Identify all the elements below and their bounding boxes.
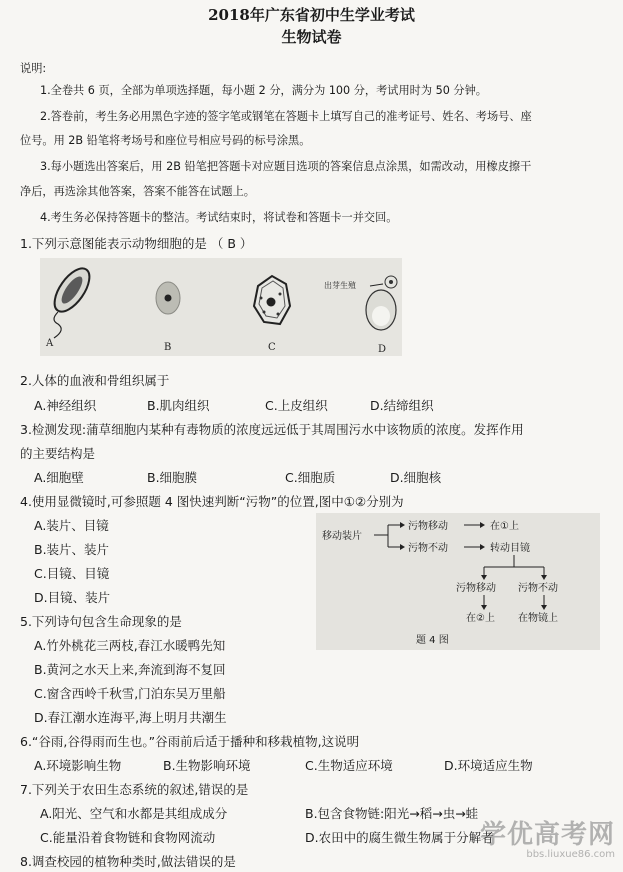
q2-stem: 2.人体的血液和骨组织属于 bbox=[20, 373, 170, 388]
note-4: 4.考生务必保持答题卡的整洁。考试结束时，将试卷和答题卡一并交回。 bbox=[40, 211, 398, 224]
q4-option-c: C.目镜、目镜 bbox=[34, 566, 110, 581]
q3-option-d: D.细胞核 bbox=[390, 470, 442, 485]
q6-option-a: A.环境影响生物 bbox=[34, 758, 122, 773]
note-2-line2: 位号。用 2B 铅笔将考场号和座位号相应号码的标号涂黑。 bbox=[20, 134, 311, 147]
cell-a-bacterium bbox=[48, 263, 96, 338]
q6-option-d: D.环境适应生物 bbox=[444, 758, 533, 773]
q1-figure bbox=[40, 258, 402, 356]
cell-c-plant bbox=[254, 276, 290, 324]
watermark-logo bbox=[480, 814, 615, 860]
q3-stem-line2: 的主要结构是 bbox=[20, 446, 96, 461]
q7-option-a: A.阳光、空气和水都是其组成成分 bbox=[40, 806, 228, 821]
exam-title: 2018年广东省初中生学业考试 bbox=[208, 6, 415, 24]
q7-option-d: D.农田中的腐生微生物属于分解者 bbox=[305, 830, 494, 845]
q5-option-d: D.春江潮水连海平,海上明月共潮生 bbox=[34, 710, 227, 725]
q5-option-b: B.黄河之水天上来,奔流到海不复回 bbox=[34, 662, 226, 677]
q7-option-c: C.能量沿着食物链和食物网流动 bbox=[40, 830, 216, 845]
q4-option-b: B.装片、装片 bbox=[34, 542, 110, 557]
flow-still-2: 污物不动 bbox=[518, 583, 558, 594]
q7-stem: 7.下列关于农田生态系统的叙述,错误的是 bbox=[20, 782, 249, 797]
note-2-line1: 2.答卷前，考生务必用黑色字迹的签字笔或钢笔在答题卡上填写自己的准考证号、姓名、考场号、座 bbox=[40, 110, 532, 123]
label-c: C bbox=[268, 342, 276, 353]
q3-option-c: C.细胞质 bbox=[285, 470, 336, 485]
cell-diagrams bbox=[40, 258, 402, 356]
note-3-line1: 3.每小题选出答案后，用 2B 铅笔把答题卡对应题目选项的答案信息点涂黑，如需改动，用橡皮擦干 bbox=[40, 160, 532, 173]
q6-option-c: C.生物适应环境 bbox=[305, 758, 393, 773]
q3-stem-line1: 3.检测发现:蒲草细胞内某种有毒物质的浓度远远低于其周围污水中该物质的浓度。发挥作用 bbox=[20, 422, 524, 437]
q2-option-d: D.结缔组织 bbox=[370, 398, 434, 413]
q3-option-a: A.细胞壁 bbox=[34, 470, 84, 485]
figure-4-caption: 题 4 图 bbox=[416, 635, 449, 646]
watermark-url: bbs.liuxue86.com bbox=[526, 849, 615, 860]
q5-stem: 5.下列诗句包含生命现象的是 bbox=[20, 614, 182, 629]
flow-moves-2: 污物移动 bbox=[456, 583, 496, 594]
label-a: A bbox=[46, 338, 54, 349]
q4-option-a: A.装片、目镜 bbox=[34, 518, 109, 533]
q5-option-c: C.窗含西岭千秋雪,门泊东吴万里船 bbox=[34, 686, 226, 701]
q4-stem: 4.使用显微镜时,可参照题 4 图快速判断“污物”的位置,图中①②分别为 bbox=[20, 494, 404, 509]
q1-stem: 1.下列示意图能表示动物细胞的是 （ B ） bbox=[20, 236, 253, 251]
note-3-line2: 净后，再选涂其他答案，答案不能答在试题上。 bbox=[20, 185, 255, 198]
q2-option-c: C.上皮组织 bbox=[265, 398, 328, 413]
flow-turn: 转动目镜 bbox=[490, 543, 530, 554]
q4-figure bbox=[316, 513, 600, 650]
microscope-flowchart bbox=[316, 513, 600, 650]
flow-still: 污物不动 bbox=[408, 543, 448, 554]
q8-stem: 8.调查校园的植物种类时,做法错误的是 bbox=[20, 854, 236, 869]
q3-option-b: B.细胞膜 bbox=[147, 470, 198, 485]
flow-moves: 污物移动 bbox=[408, 521, 448, 532]
watermark-text: 学优高考网 bbox=[479, 820, 615, 850]
cell-d-yeast bbox=[366, 276, 397, 330]
q4-option-d: D.目镜、装片 bbox=[34, 590, 111, 605]
flow-in-2: 在②上 bbox=[466, 613, 495, 624]
flow-in-1: 在①上 bbox=[490, 521, 519, 532]
exam-subtitle: 生物试卷 bbox=[281, 28, 342, 46]
q2-option-a: A.神经组织 bbox=[34, 398, 97, 413]
flow-in-lens: 在物镜上 bbox=[518, 613, 558, 624]
q6-stem: 6.“谷雨,谷得雨而生也。”谷雨前后适于播种和移栽植物,这说明 bbox=[20, 734, 360, 749]
label-d: D bbox=[378, 344, 387, 355]
q7-option-b: B.包含食物链:阳光→稻→虫→蛙 bbox=[305, 806, 479, 821]
label-b: B bbox=[164, 342, 172, 353]
q5-option-a: A.竹外桃花三两枝,春江水暖鸭先知 bbox=[34, 638, 226, 653]
notes-heading: 说明: bbox=[20, 62, 47, 75]
note-1: 1.全卷共 6 页，全部为单项选择题，每小题 2 分，满分为 100 分，考试用时为 50 分钟。 bbox=[40, 84, 487, 97]
q2-option-b: B.肌肉组织 bbox=[147, 398, 210, 413]
cell-b-animal bbox=[156, 282, 180, 314]
yeast-annotation: 出芽生殖 bbox=[324, 281, 356, 290]
q6-option-b: B.生物影响环境 bbox=[163, 758, 251, 773]
flow-start: 移动装片 bbox=[322, 531, 362, 542]
